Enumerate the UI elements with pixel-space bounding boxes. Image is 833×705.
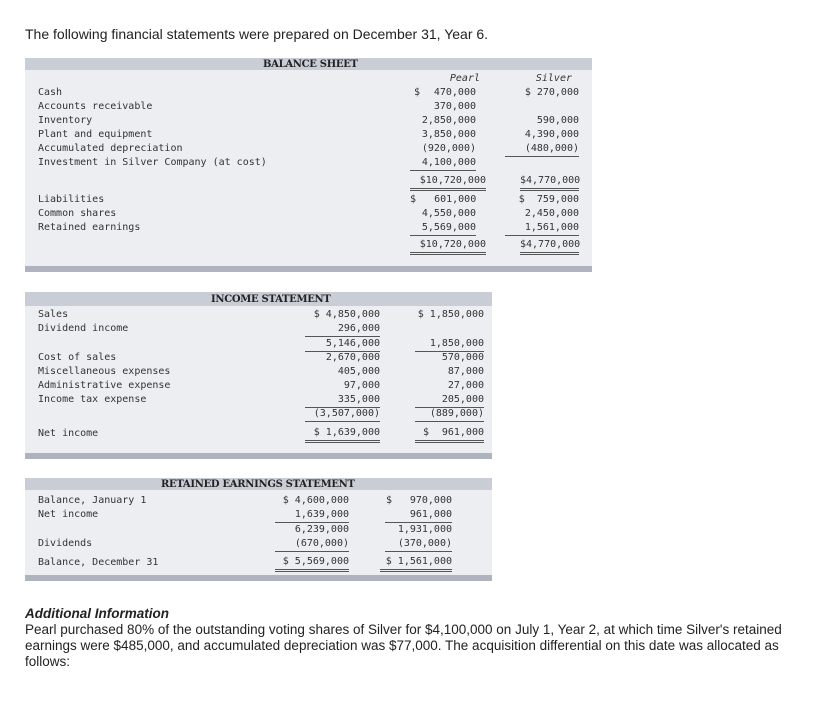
pearl-total-le: $10,720,000 [410,238,486,255]
panel-bottom-bar [25,453,492,459]
silver-total-le: $4,770,000 [520,238,579,255]
pearl-value: $ 601,000 [410,194,477,205]
pearl-value: 1,639,000 [275,508,349,523]
row-label: Liabilities [38,194,105,205]
dollar-sign: $ [414,87,421,98]
row-label: Accumulated depreciation [38,143,183,154]
silver-value: 970,000 [409,495,452,506]
silver-value: $ 1,850,000 [417,309,484,320]
row-label: Common shares [38,208,117,219]
silver-total-expenses: (889,000) [415,407,484,422]
silver-value: 2,450,000 [524,208,579,219]
pearl-net-income: $ 1,639,000 [305,426,380,443]
silver-value: $ 759,000 [518,194,579,205]
pearl-value: 6,239,000 [294,524,349,535]
row-label: Cash [38,87,63,98]
pearl-value: 470,000 [433,87,476,98]
balance-sheet-panel [25,58,592,272]
balance-sheet-title: BALANCE SHEET [263,59,358,70]
row-label: Miscellaneous expenses [38,366,171,377]
silver-total-assets: $4,770,000 [520,174,579,191]
pearl-value: $ 4,600,000 [282,495,349,506]
silver-value: 4,390,000 [524,129,579,140]
pearl-subtotal: 5,146,000 [305,337,380,352]
pearl-value: 2,850,000 [421,115,476,126]
row-label: Retained earnings [38,222,141,233]
silver-value: 570,000 [441,352,484,363]
pearl-total-assets: $10,720,000 [410,174,486,191]
silver-value: $ 270,000 [524,87,579,98]
pearl-value: 296,000 [305,322,380,337]
row-label: Dividend income [38,323,129,334]
row-label: Net income [38,509,99,520]
silver-value: 590,000 [536,115,579,126]
row-label: Balance, January 1 [38,495,147,506]
pearl-value: 3,850,000 [421,129,476,140]
pearl-value: (670,000) [275,537,349,552]
row-label: Cost of sales [38,352,117,363]
row-label: Net income [38,428,99,439]
additional-information [25,606,825,670]
pearl-value: 4,550,000 [421,208,476,219]
pearl-value: 5,569,000 [410,221,476,236]
pearl-total-expenses: (3,507,000) [305,407,380,422]
additional-text: Pearl purchased 80% of the outstanding voting shares of Silver for $4,100,000 on July 1, Year 2, at which time Silver's retained earnings were $485,000, and accumulated depreciation was $77,000. The acquisition differential on this date was allocated as follows: [25,622,782,669]
col-pearl-header: Pearl [449,73,480,84]
income-statement-panel [25,292,492,459]
silver-value: $ 1,561,000 [380,555,452,572]
retained-earnings-title: RETAINED EARNINGS STATEMENT [161,479,355,490]
silver-net-income: 961,000 [415,426,484,443]
pearl-value: $ 4,850,000 [313,309,380,320]
pearl-value: (920,000) [421,143,476,154]
panel-bottom-bar [25,575,492,581]
pearl-value: 335,000 [305,393,380,408]
additional-heading: Additional Information [25,606,169,621]
dollar-sign: $ [423,427,430,438]
silver-value: 205,000 [415,393,484,408]
pearl-value: 405,000 [337,366,380,377]
pearl-value: 370,000 [433,101,476,112]
pearl-value: 4,100,000 [410,156,476,171]
pearl-value: 2,670,000 [325,352,380,363]
pearl-value: 97,000 [343,380,380,391]
silver-value: 27,000 [447,380,484,391]
silver-value: 1,561,000 [505,221,579,236]
row-label: Balance, December 31 [38,557,159,568]
col-silver-header: Silver [535,73,572,84]
silver-value: 87,000 [447,366,484,377]
silver-value: 961,000 [385,508,452,523]
silver-subtotal: 1,850,000 [415,337,484,352]
row-label: Dividends [38,538,93,549]
silver-value: (480,000) [505,142,579,157]
income-statement-title: INCOME STATEMENT [211,294,331,305]
row-label: Investment in Silver Company (at cost) [38,157,267,168]
row-label: Income tax expense [38,394,147,405]
retained-earnings-panel [25,478,492,581]
row-label: Administrative expense [38,380,171,391]
dollar-sign: $ [386,495,393,506]
row-label: Plant and equipment [38,129,153,140]
row-label: Inventory [38,115,93,126]
row-label: Sales [38,309,69,320]
pearl-value: $ 5,569,000 [275,555,349,572]
panel-bottom-bar [25,266,592,272]
silver-value: 1,931,000 [397,524,452,535]
row-label: Accounts receivable [38,101,153,112]
intro-text: The following financial statements were prepared on December 31, Year 6. [25,26,489,42]
silver-value: (370,000) [385,537,452,552]
